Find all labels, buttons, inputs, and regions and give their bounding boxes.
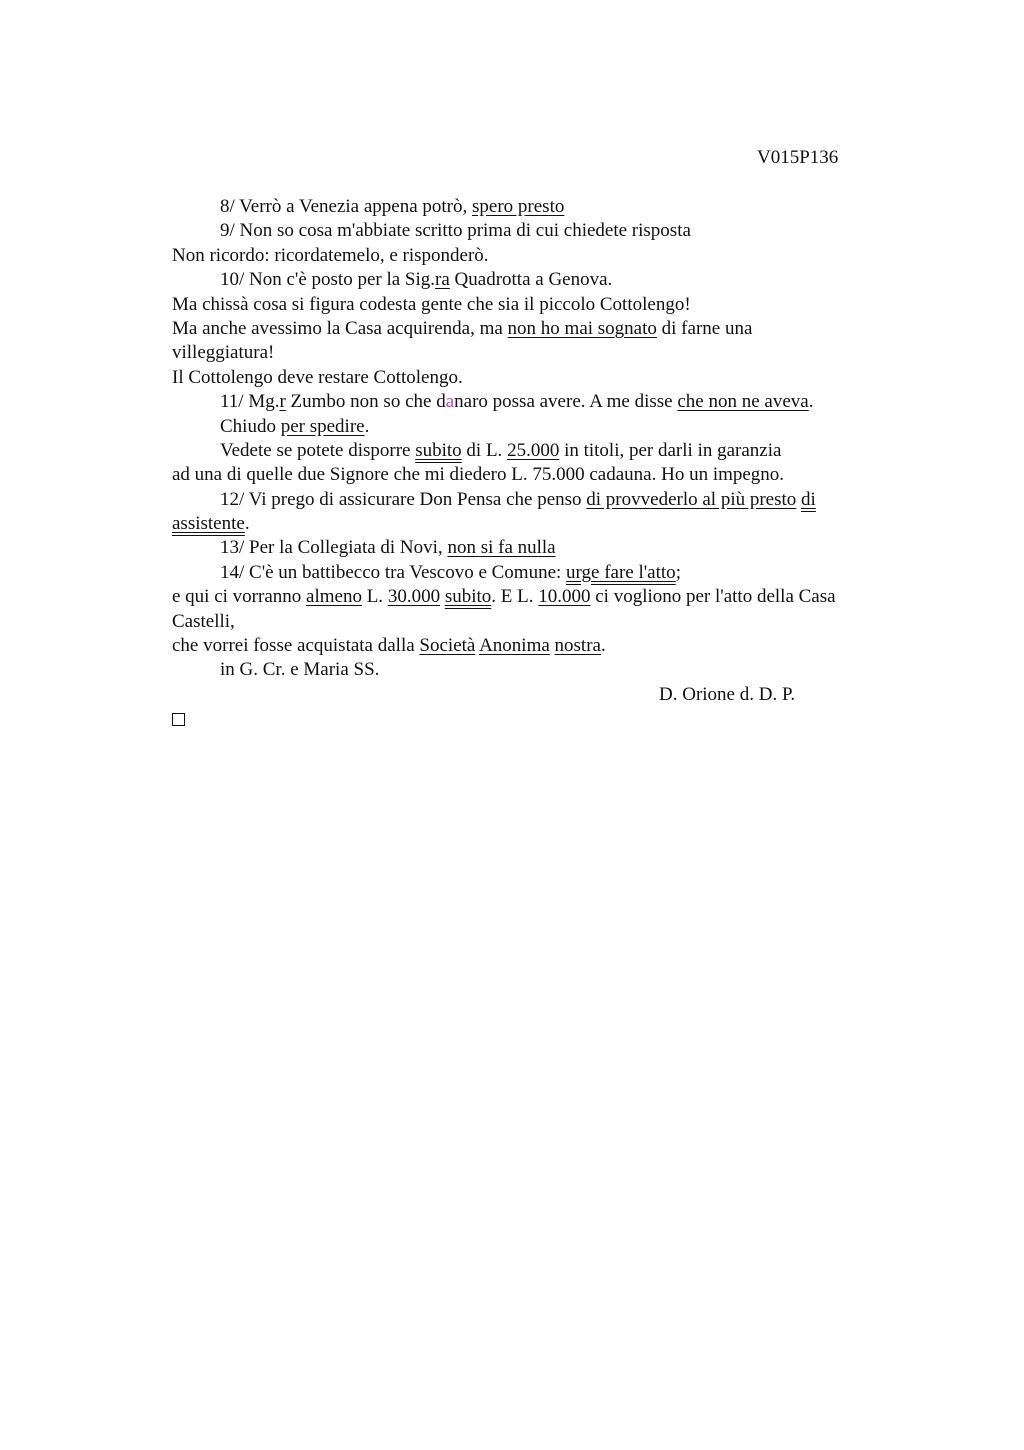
underlined-text: ra: [435, 269, 450, 291]
text-run: naro possa avere. A me disse: [454, 391, 678, 413]
text-run: .: [244, 513, 250, 535]
letter-lines: [172, 195, 932, 683]
text-run: 14/ C'è un battibecco tra Vescovo e Comune:: [220, 561, 567, 583]
text-run: .: [364, 415, 370, 437]
text-run: 11/ Mg.: [220, 391, 280, 413]
text-run: in titoli, per darli in garanzia: [559, 439, 782, 461]
underlined-text: non si fa nulla: [447, 537, 556, 559]
text-run: Non ricordo: ricordatemelo, e risponderò.: [172, 244, 489, 266]
text-line: [172, 658, 932, 682]
underlined-text: Società: [419, 635, 476, 657]
page-identifier: V015P136: [757, 147, 839, 168]
text-run: . E L.: [491, 586, 539, 608]
double-underlined-text: subito: [444, 586, 492, 608]
text-line: [172, 366, 932, 390]
text-run: di farne una: [656, 317, 753, 339]
text-run: Castelli,: [172, 610, 235, 632]
text-line: [172, 415, 932, 439]
end-of-document-box-icon: [172, 713, 185, 726]
underlined-text: che non ne aveva: [677, 391, 809, 413]
underlined-text: r: [279, 391, 286, 413]
text-run: 10/ Non c'è posto per la Sig.: [220, 269, 436, 291]
text-run: 13/ Per la Collegiata di Novi,: [220, 537, 448, 559]
signature: D. Orione d. D. P.: [659, 683, 796, 705]
double-underlined-text: urge fare l'atto: [566, 561, 676, 583]
text-run: 12/ Vi prego di assicurare Don Pensa che penso: [220, 488, 587, 510]
underlined-text: spero presto: [472, 196, 565, 217]
underlined-text: 10.000: [538, 586, 591, 608]
text-line: [172, 195, 932, 219]
text-line: [172, 536, 932, 560]
text-line: [172, 512, 932, 536]
text-line: [172, 219, 932, 243]
text-line: [172, 439, 932, 463]
double-underlined-text: di: [801, 488, 816, 510]
text-run: Quadrotta a Genova.: [449, 269, 613, 291]
text-line: [172, 610, 932, 634]
text-run: Zumbo non so che d: [285, 391, 446, 413]
text-run: L.: [361, 586, 388, 608]
underlined-text: per spedire: [280, 415, 365, 437]
text-run: Ma anche avessimo la Casa acquirenda, ma: [172, 317, 508, 339]
underlined-text: non ho mai sognato: [507, 317, 657, 339]
text-run: Ma chissà cosa si figura codesta gente che sia il piccolo Cottolengo!: [172, 293, 691, 315]
double-underlined-text: assistente: [172, 513, 245, 535]
text-run: .: [600, 635, 606, 657]
text-line: [172, 244, 932, 268]
text-line: [172, 341, 932, 365]
letter-body: [172, 195, 932, 732]
text-run: 8/ Verrò a Venezia appena potrò,: [220, 196, 473, 217]
text-run: Vedete se potete disporre: [220, 439, 416, 461]
underlined-text: 30.000: [387, 586, 441, 608]
text-line: [172, 585, 932, 609]
text-line: [172, 463, 932, 487]
underlined-text: di provvederlo al più presto: [586, 488, 797, 510]
underlined-text: nostra: [554, 635, 601, 657]
text-line: [172, 268, 932, 292]
underlined-text: Anonima: [479, 635, 550, 657]
text-run: di L.: [461, 439, 508, 461]
text-line: [172, 488, 932, 512]
text-run: e qui ci vorranno: [172, 586, 307, 608]
underlined-text: 25.000: [507, 439, 560, 461]
text-line: [172, 293, 932, 317]
text-line: [172, 561, 932, 585]
text-run: ci vogliono per l'atto della Casa: [590, 586, 836, 608]
text-run: che vorrei fosse acquistata dalla: [172, 635, 420, 657]
end-marker: [172, 707, 932, 731]
text-run: ad una di quelle due Signore che mi diedero L. 75.000 cadauna. Ho un impegno.: [172, 464, 785, 486]
text-run: 9/ Non so cosa m'abbiate scritto prima di cui chiedete risposta: [220, 220, 691, 242]
text-run: Il Cottolengo deve restare Cottolengo.: [172, 366, 463, 388]
text-run: in G. Cr. e Maria SS.: [220, 659, 380, 681]
highlighted-correction: a: [445, 391, 455, 413]
underlined-text: almeno: [306, 586, 362, 608]
text-line: [172, 390, 932, 414]
text-run: ;: [675, 561, 681, 583]
text-line: [172, 317, 932, 341]
text-run: .: [808, 391, 814, 413]
text-line: [172, 634, 932, 658]
text-run: Chiudo: [220, 415, 281, 437]
text-run: villeggiatura!: [172, 342, 275, 364]
double-underlined-text: subito: [415, 439, 462, 461]
